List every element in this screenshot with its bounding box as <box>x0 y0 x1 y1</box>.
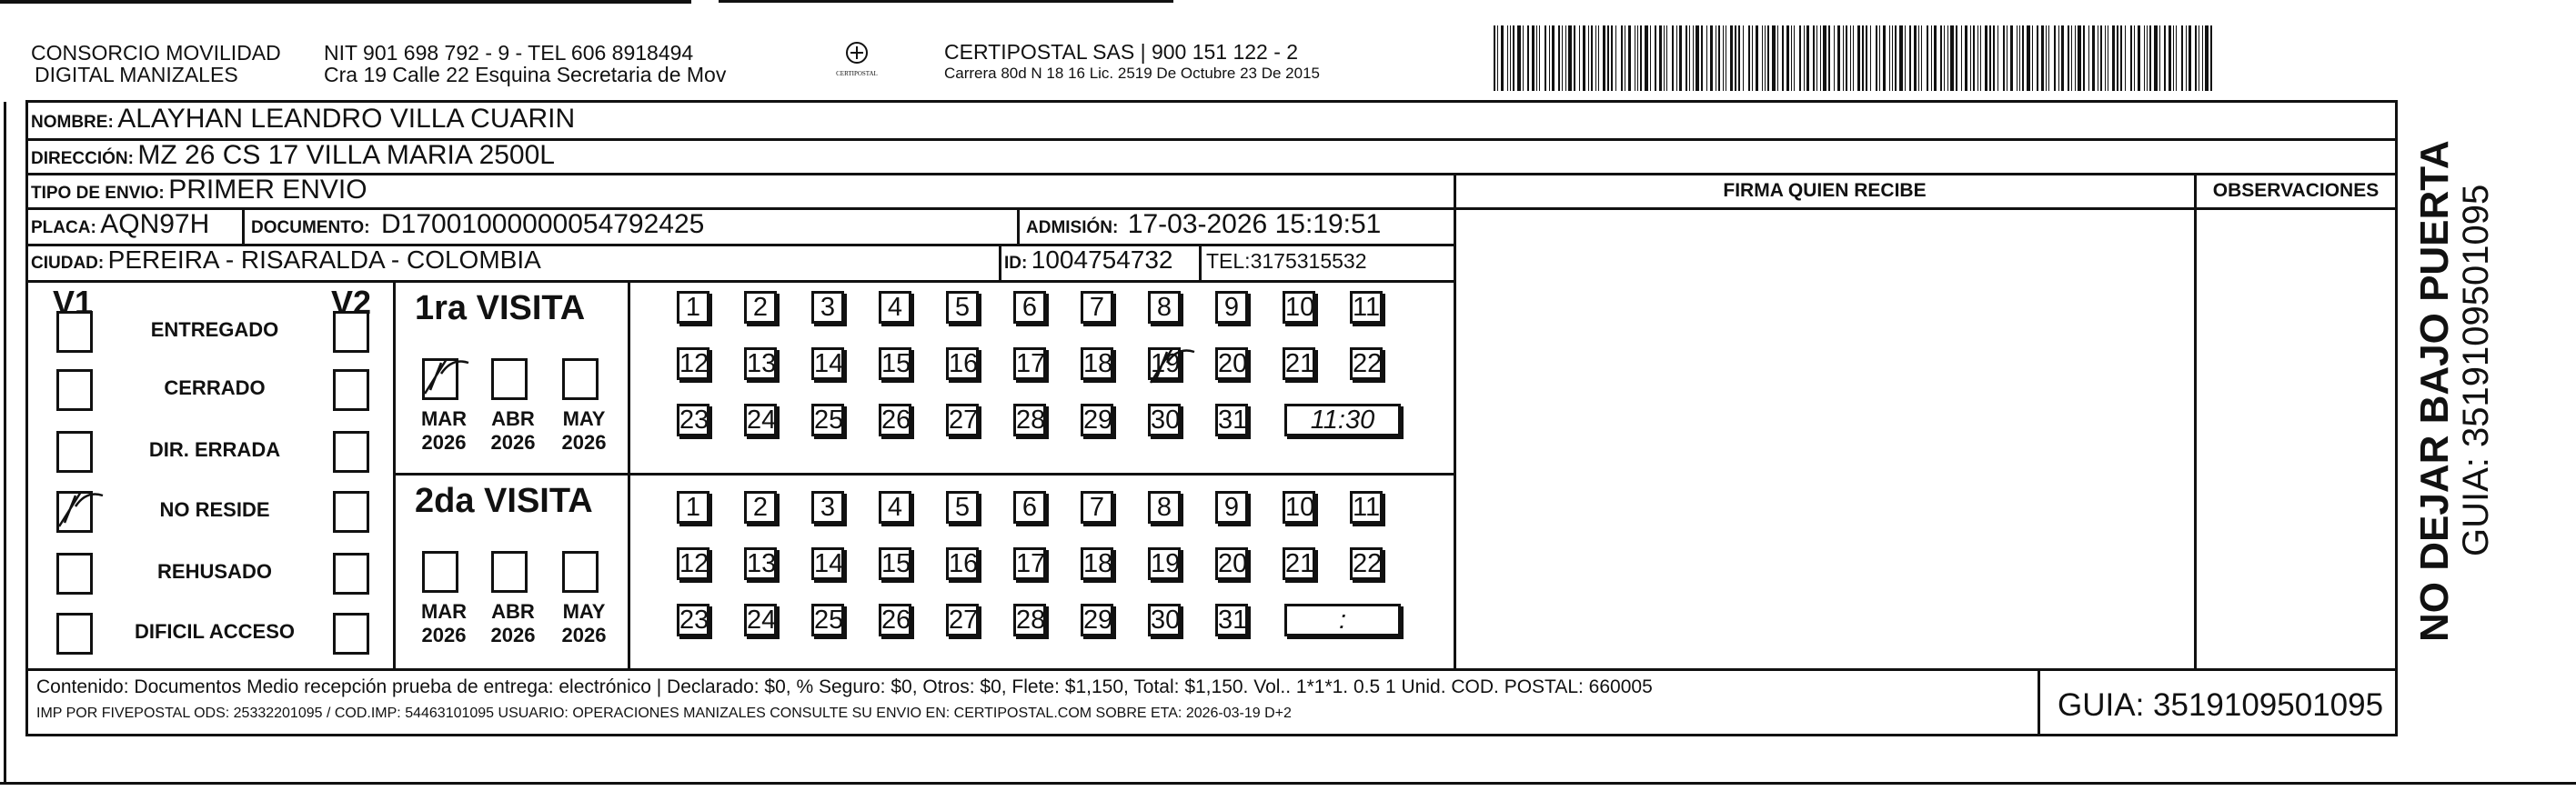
observaciones-header: OBSERVACIONES <box>2212 180 2380 201</box>
day-box[interactable]: 19 <box>1148 347 1181 380</box>
month-checkbox[interactable] <box>562 551 599 593</box>
side-warning: NO DEJAR BAJO PUERTA <box>2412 140 2457 642</box>
day-box[interactable]: 6 <box>1013 291 1046 324</box>
admision-cell <box>1026 209 1381 240</box>
visit1-title: 1ra VISITA <box>415 289 586 327</box>
company-nit: NIT 901 698 792 - 9 - TEL 606 8918494 Cra 19 Calle 22 Esquina Secretaria de Mov <box>324 41 727 86</box>
day-box[interactable]: 24 <box>744 404 777 436</box>
placa-value: AQN97H <box>100 209 210 239</box>
v2-checkbox[interactable] <box>333 431 369 473</box>
day-box[interactable]: 4 <box>879 291 911 324</box>
ciudad-label: CIUDAD: <box>31 254 105 273</box>
day-box[interactable]: 8 <box>1148 491 1181 524</box>
time-box[interactable]: : <box>1284 604 1401 636</box>
v1-checkbox[interactable] <box>56 491 93 533</box>
day-box[interactable]: 21 <box>1283 347 1315 380</box>
month-checkbox[interactable] <box>562 358 599 400</box>
day-box[interactable]: 16 <box>946 547 979 580</box>
placa-cell <box>31 209 209 240</box>
day-box[interactable]: 1 <box>677 491 709 524</box>
day-box[interactable]: 12 <box>677 547 709 580</box>
month-label: MAY 2026 <box>561 600 607 646</box>
day-box[interactable]: 2 <box>744 291 777 324</box>
day-box[interactable]: 16 <box>946 347 979 380</box>
top-scan-line-2 <box>719 0 1173 3</box>
v1-checkbox[interactable] <box>56 311 93 353</box>
tipo-envio-label: TIPO DE ENVIO: <box>31 184 165 203</box>
direccion-label: DIRECCIÓN: <box>31 149 134 168</box>
reason-label: DIFICIL ACCESO <box>134 620 295 643</box>
day-box[interactable]: 20 <box>1215 347 1248 380</box>
v2-header: V2 <box>331 284 372 321</box>
month-label: MAR 2026 <box>420 407 468 454</box>
day-box[interactable]: 29 <box>1081 404 1113 436</box>
day-box[interactable]: 12 <box>677 347 709 380</box>
day-box[interactable]: 11 <box>1350 291 1383 324</box>
reason-label: ENTREGADO <box>150 318 279 341</box>
tipo-envio-row <box>31 175 367 205</box>
tel-cell <box>1206 249 1367 274</box>
tel-value: 3175315532 <box>1250 249 1367 273</box>
id-value: 1004754732 <box>1031 245 1173 274</box>
certipostal-info: CERTIPOSTAL SAS | 900 151 122 - 2 Carrera 80d N 18 16 Lic. 2519 De Octubre 23 De 2015 <box>944 40 1320 82</box>
day-box[interactable]: 28 <box>1013 604 1046 636</box>
day-box[interactable]: 31 <box>1215 404 1248 436</box>
day-box[interactable]: 7 <box>1081 491 1113 524</box>
footer-imp: IMP POR FIVEPOSTAL ODS: 25332201095 / COD.IMP: 54463101095 USUARIO: OPERACIONES MANIZALES CONSULTE SU ENVIO EN: CERTIPOSTAL.COM SOBRE ETA: 2026-03-19 D+2 <box>36 706 1292 721</box>
direccion-row <box>31 140 555 171</box>
footer-contenido: Contenido: Documentos Medio recepción prueba de entrega: electrónico | Declarado: $0, % Seguro: $0, Otros: $0, Flete: $1,150, Total: $1,150. Vol.. 1*1*1. 0.5 1 Unid. COD. POSTAL: 660005 <box>36 676 1653 697</box>
v1-checkbox[interactable] <box>56 613 93 655</box>
day-box[interactable]: 22 <box>1350 547 1383 580</box>
day-box[interactable]: 18 <box>1081 547 1113 580</box>
direccion-value: MZ 26 CS 17 VILLA MARIA 2500L <box>137 140 555 170</box>
top-scan-line <box>0 0 691 4</box>
day-box[interactable]: 5 <box>946 291 979 324</box>
day-box[interactable]: 31 <box>1215 604 1248 636</box>
day-box[interactable]: 26 <box>879 404 911 436</box>
documento-label: DOCUMENTO: <box>251 218 370 237</box>
month-checkbox[interactable] <box>491 358 528 400</box>
day-box[interactable]: 27 <box>946 404 979 436</box>
v1-checkbox[interactable] <box>56 553 93 595</box>
day-box[interactable]: 28 <box>1013 404 1046 436</box>
day-box[interactable]: 25 <box>811 404 844 436</box>
nombre-row <box>31 104 575 135</box>
month-label: MAR 2026 <box>420 600 468 646</box>
month-label: ABR 2026 <box>490 600 536 646</box>
day-box[interactable]: 11 <box>1350 491 1383 524</box>
id-label: ID: <box>1004 254 1028 273</box>
day-box[interactable]: 3 <box>811 491 844 524</box>
day-box[interactable]: 8 <box>1148 291 1181 324</box>
day-box[interactable]: 1 <box>677 291 709 324</box>
day-box[interactable]: 15 <box>879 547 911 580</box>
reason-label: DIR. ERRADA <box>148 438 281 461</box>
firma-header: FIRMA QUIEN RECIBE <box>1723 180 1927 201</box>
day-box[interactable]: 19 <box>1148 547 1181 580</box>
checkmark-icon <box>55 486 110 532</box>
month-checkbox[interactable] <box>491 551 528 593</box>
checkmark-icon <box>421 354 476 399</box>
v1-checkbox[interactable] <box>56 369 93 411</box>
day-box[interactable]: 5 <box>946 491 979 524</box>
day-box[interactable]: 10 <box>1283 491 1315 524</box>
placa-label: PLACA: <box>31 218 96 237</box>
v2-checkbox[interactable] <box>333 613 369 655</box>
day-box[interactable]: 23 <box>677 604 709 636</box>
v1-checkbox[interactable] <box>56 431 93 473</box>
day-box[interactable]: 6 <box>1013 491 1046 524</box>
certipostal-logo: CERTIPOSTAL <box>830 40 884 77</box>
day-box[interactable]: 22 <box>1350 347 1383 380</box>
v2-checkbox[interactable] <box>333 553 369 595</box>
day-box[interactable]: 7 <box>1081 291 1113 324</box>
day-box[interactable]: 17 <box>1013 347 1046 380</box>
id-cell <box>1004 245 1173 275</box>
reason-label: CERRADO <box>164 376 266 399</box>
time-box[interactable]: 11:30 <box>1284 404 1401 436</box>
company-name: CONSORCIO MOVILIDAD DIGITAL MANIZALES <box>31 41 281 86</box>
day-box[interactable]: 26 <box>879 604 911 636</box>
month-label: MAY 2026 <box>561 407 607 454</box>
day-box[interactable]: 14 <box>811 347 844 380</box>
side-guia: GUIA: 3519109501095 <box>2456 184 2496 556</box>
day-box[interactable]: 27 <box>946 604 979 636</box>
day-box[interactable]: 24 <box>744 604 777 636</box>
day-box[interactable]: 17 <box>1013 547 1046 580</box>
admision-label: ADMISIÓN: <box>1026 218 1119 237</box>
nombre-label: NOMBRE: <box>31 113 114 132</box>
visit2-title: 2da VISITA <box>415 482 593 520</box>
v2-checkbox[interactable] <box>333 491 369 533</box>
ciudad-value: PEREIRA - RISARALDA - COLOMBIA <box>107 245 541 274</box>
day-box[interactable]: 13 <box>744 547 777 580</box>
documento-cell <box>251 209 704 240</box>
day-box[interactable]: 3 <box>811 291 844 324</box>
bottom-line <box>0 782 2576 785</box>
month-label: ABR 2026 <box>490 407 536 454</box>
logo-icon <box>843 40 870 65</box>
checkmark-icon <box>1147 343 1202 388</box>
day-box[interactable]: 4 <box>879 491 911 524</box>
day-box[interactable]: 21 <box>1283 547 1315 580</box>
day-box[interactable]: 2 <box>744 491 777 524</box>
barcode <box>1494 25 2221 91</box>
ciudad-cell <box>31 245 541 275</box>
tipo-envio-value: PRIMER ENVIO <box>168 175 367 205</box>
day-box[interactable]: 30 <box>1148 404 1181 436</box>
day-box[interactable]: 9 <box>1215 291 1248 324</box>
v1-header: V1 <box>53 284 94 321</box>
day-box[interactable]: 23 <box>677 404 709 436</box>
left-edge-line <box>4 102 6 784</box>
day-box[interactable]: 9 <box>1215 491 1248 524</box>
v2-checkbox[interactable] <box>333 369 369 411</box>
admision-value: 17-03-2026 15:19:51 <box>1127 209 1382 239</box>
v2-checkbox[interactable] <box>333 311 369 353</box>
day-box[interactable]: 18 <box>1081 347 1113 380</box>
day-box[interactable]: 20 <box>1215 547 1248 580</box>
day-box[interactable]: 14 <box>811 547 844 580</box>
day-box[interactable]: 13 <box>744 347 777 380</box>
footer-guia: GUIA: 3519109501095 <box>2058 687 2384 723</box>
reason-label: REHUSADO <box>157 560 272 583</box>
day-box[interactable]: 30 <box>1148 604 1181 636</box>
day-box[interactable]: 25 <box>811 604 844 636</box>
documento-value: D17001000000054792425 <box>381 209 705 239</box>
month-checkbox[interactable] <box>422 551 458 593</box>
day-box[interactable]: 29 <box>1081 604 1113 636</box>
day-box[interactable]: 15 <box>879 347 911 380</box>
nombre-value: ALAYHAN LEANDRO VILLA CUARIN <box>117 104 576 134</box>
month-checkbox[interactable] <box>422 358 458 400</box>
tel-label: TEL: <box>1206 249 1251 273</box>
reason-label: NO RESIDE <box>159 498 270 521</box>
day-box[interactable]: 10 <box>1283 291 1315 324</box>
